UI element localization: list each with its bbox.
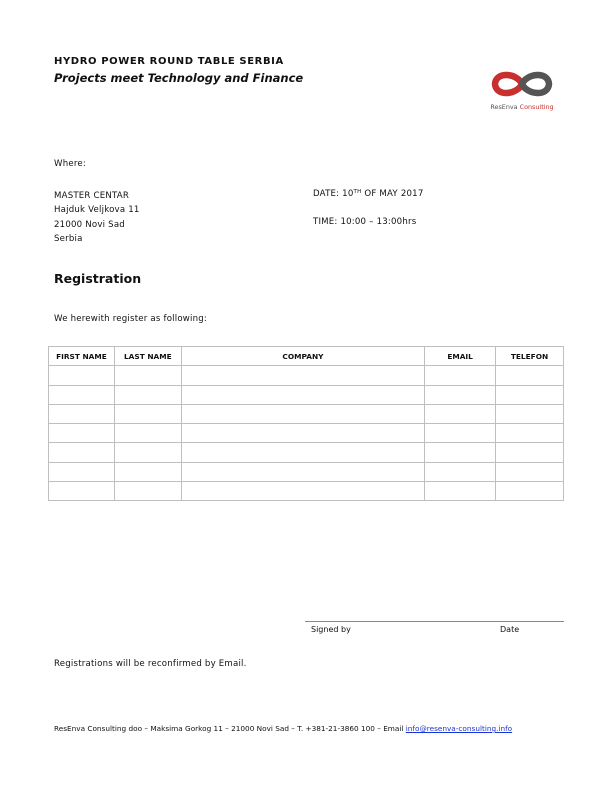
table-header-row — [49, 347, 564, 366]
confirmation-note: Registrations will be reconfirmed by Email. — [54, 659, 247, 669]
table-row — [49, 404, 564, 423]
column-first-name: FIRST NAME — [49, 347, 115, 366]
cell-company[interactable] — [181, 424, 424, 443]
event-time: TIME: 10:00 – 13:00hrs — [313, 217, 417, 227]
footer — [54, 724, 512, 733]
signature-line — [305, 621, 564, 622]
table-row — [49, 385, 564, 404]
column-company: COMPANY — [181, 347, 424, 366]
company-logo — [486, 66, 558, 114]
cell-last-name[interactable] — [114, 482, 181, 501]
column-email: EMAIL — [425, 347, 496, 366]
cell-last-name[interactable] — [114, 443, 181, 462]
registration-rows — [49, 366, 564, 501]
cell-first-name[interactable] — [49, 366, 115, 385]
logo-text-brand: ResEnva — [490, 103, 520, 111]
document-title: HYDRO POWER ROUND TABLE SERBIA — [54, 56, 284, 67]
cell-telefon[interactable] — [496, 385, 564, 404]
cell-last-name[interactable] — [114, 385, 181, 404]
venue-name: MASTER CENTAR — [54, 191, 130, 201]
event-date-ordinal: TH — [353, 189, 362, 195]
cell-company[interactable] — [181, 443, 424, 462]
logo-wordmark — [486, 103, 558, 111]
registration-table — [48, 346, 564, 501]
logo-text-consulting: Consulting — [519, 103, 554, 111]
event-date-prefix: DATE: 10 — [313, 189, 354, 199]
cell-first-name[interactable] — [49, 443, 115, 462]
document-subtitle: Projects meet Technology and Finance — [54, 71, 304, 85]
cell-telefon[interactable] — [496, 424, 564, 443]
cell-email[interactable] — [425, 385, 496, 404]
cell-email[interactable] — [425, 404, 496, 423]
registration-intro: We herewith register as following: — [54, 314, 208, 324]
table-row — [49, 443, 564, 462]
signature-date-label: Date — [500, 625, 520, 634]
cell-first-name[interactable] — [49, 482, 115, 501]
table-row — [49, 482, 564, 501]
cell-company[interactable] — [181, 462, 424, 481]
cell-telefon[interactable] — [496, 482, 564, 501]
venue-city: 21000 Novi Sad — [54, 219, 125, 230]
table-row — [49, 366, 564, 385]
cell-email[interactable] — [425, 443, 496, 462]
signed-by-label: Signed by — [311, 625, 351, 634]
event-date-rest: OF MAY 2017 — [361, 189, 424, 199]
table-row — [49, 424, 564, 443]
venue-country: Serbia — [54, 233, 83, 244]
venue-street: Hajduk Veljkova 11 — [54, 205, 140, 216]
cell-company[interactable] — [181, 366, 424, 385]
footer-contact: ResEnva Consulting doo – Maksima Gorkog 11 – 21000 Novi Sad – T. +381-21-3860 100 – Email — [54, 724, 406, 733]
cell-email[interactable] — [425, 482, 496, 501]
cell-telefon[interactable] — [496, 443, 564, 462]
cell-first-name[interactable] — [49, 424, 115, 443]
cell-last-name[interactable] — [114, 424, 181, 443]
cell-email[interactable] — [425, 424, 496, 443]
cell-last-name[interactable] — [114, 404, 181, 423]
cell-last-name[interactable] — [114, 366, 181, 385]
table-row — [49, 462, 564, 481]
venue-address — [54, 189, 140, 246]
cell-telefon[interactable] — [496, 462, 564, 481]
cell-first-name[interactable] — [49, 462, 115, 481]
cell-company[interactable] — [181, 482, 424, 501]
cell-email[interactable] — [425, 462, 496, 481]
registration-heading: Registration — [54, 271, 142, 286]
footer-email-link[interactable]: info@resenva-consulting.info — [405, 724, 513, 733]
cell-company[interactable] — [181, 385, 424, 404]
where-label: Where: — [54, 159, 86, 169]
cell-first-name[interactable] — [49, 404, 115, 423]
cell-email[interactable] — [425, 366, 496, 385]
column-telefon: TELEFON — [496, 347, 564, 366]
event-date — [313, 189, 424, 199]
cell-company[interactable] — [181, 404, 424, 423]
infinity-logo-icon — [490, 66, 554, 102]
column-last-name: LAST NAME — [114, 347, 181, 366]
cell-last-name[interactable] — [114, 462, 181, 481]
cell-telefon[interactable] — [496, 366, 564, 385]
cell-telefon[interactable] — [496, 404, 564, 423]
cell-first-name[interactable] — [49, 385, 115, 404]
